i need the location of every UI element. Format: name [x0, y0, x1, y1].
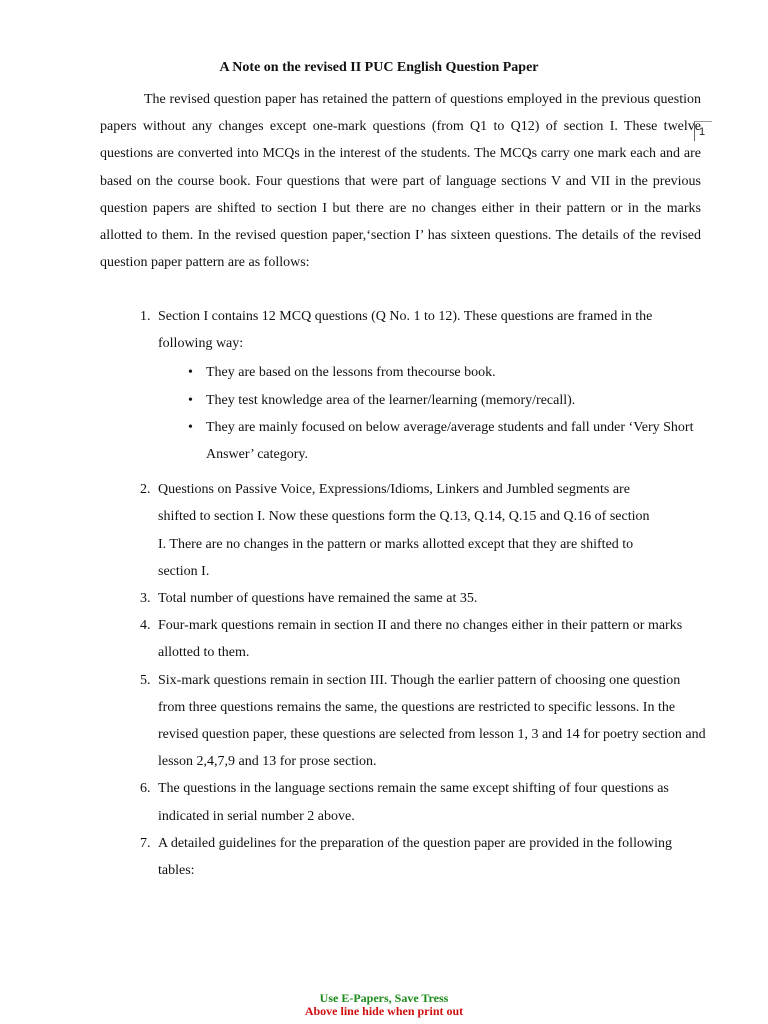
list-item-text: Questions on Passive Voice, Expressions/Idioms, Linkers and Jumbled segments are shifted to section I. Now these questions form the Q.13, Q.14, Q.15 and Q.16 of section I. There are no changes in the pattern or marks allotted except that they are shifted to section I. [158, 482, 650, 579]
bullet-list [158, 359, 708, 468]
list-item-number: 5. [140, 672, 151, 688]
footer-note-green: Use E-Papers, Save Tress [319, 991, 449, 1005]
bullet-icon: • [188, 419, 193, 435]
list-item-text: Six-mark questions remain in section III. Though the earlier pattern of choosing one question from three questions remains the same, the questions are restricted to specific lessons. In the revised question paper, these questions are selected from lesson 1, 3 and 14 for poetry section and lesson 2,4,7,9 and 13 for prose section. [158, 672, 706, 770]
bullet-item-2 [188, 387, 576, 414]
list-item-4 [140, 612, 708, 666]
list-item-6 [140, 775, 708, 829]
list-item-number: 1. [140, 309, 151, 324]
list-item-number: 4. [140, 618, 151, 634]
list-item-text: The questions in the language sections remain the same except shifting of four questions as indicated in serial number 2 above. [158, 781, 669, 824]
list-item-text: Total number of questions have remained the same at 35. [158, 591, 478, 607]
bullet-text: They are based on the lessons from thecourse book. [206, 365, 496, 381]
list-item-7 [140, 830, 708, 884]
bullet-text: They are mainly focused on below average/average students and fall under ‘Very Short Answer’ category. [206, 419, 694, 463]
list-item-3 [140, 585, 708, 612]
bullet-icon: • [188, 392, 193, 408]
intro-paragraph: The revised question paper has retained the pattern of questions employed in the previous question papers without any changes except one-mark questions (from Q1 to Q12) of section I. These twelve questions are converted into MCQs in the interest of the students. The MCQs carry one mark each and are based on the course book. Four questions that were part of language sections V and VII in the previous question papers are shifted to section I but there are no changes either in their pattern or in the marks allotted to them. In the revised question paper,‘section I’ has sixteen questions. The details of the revised question paper pattern are as follows: [100, 92, 701, 271]
list-item-text: Section I contains 12 MCQ questions (Q No. 1 to 12). These questions are framed in the following way: [158, 309, 653, 352]
bullet-text: They test knowledge area of the learner/learning (memory/recall). [206, 392, 576, 408]
list-item-number: 7. [140, 835, 151, 851]
bullet-icon: • [188, 365, 193, 381]
list-item-text: Four-mark questions remain in section II and there no changes either in their pattern or marks allotted to them. [158, 618, 683, 661]
list-item-5 [140, 667, 708, 776]
list-item-2 [140, 476, 658, 585]
bullet-item-3 [188, 414, 696, 468]
document-title: A Note on the revised II PUC English Question Paper [219, 60, 539, 75]
numbered-list [140, 303, 708, 884]
list-item-1 [140, 303, 708, 468]
list-item-number: 3. [140, 591, 151, 607]
bullet-item-1 [188, 359, 506, 386]
list-item-number: 6. [140, 781, 151, 797]
list-item-number: 2. [140, 482, 151, 498]
list-item-text: A detailed guidelines for the preparation of the question paper are provided in the following tables: [158, 835, 672, 879]
footer-note-red: Above line hide when print out [304, 1004, 464, 1018]
page-number: 1 [694, 121, 712, 141]
